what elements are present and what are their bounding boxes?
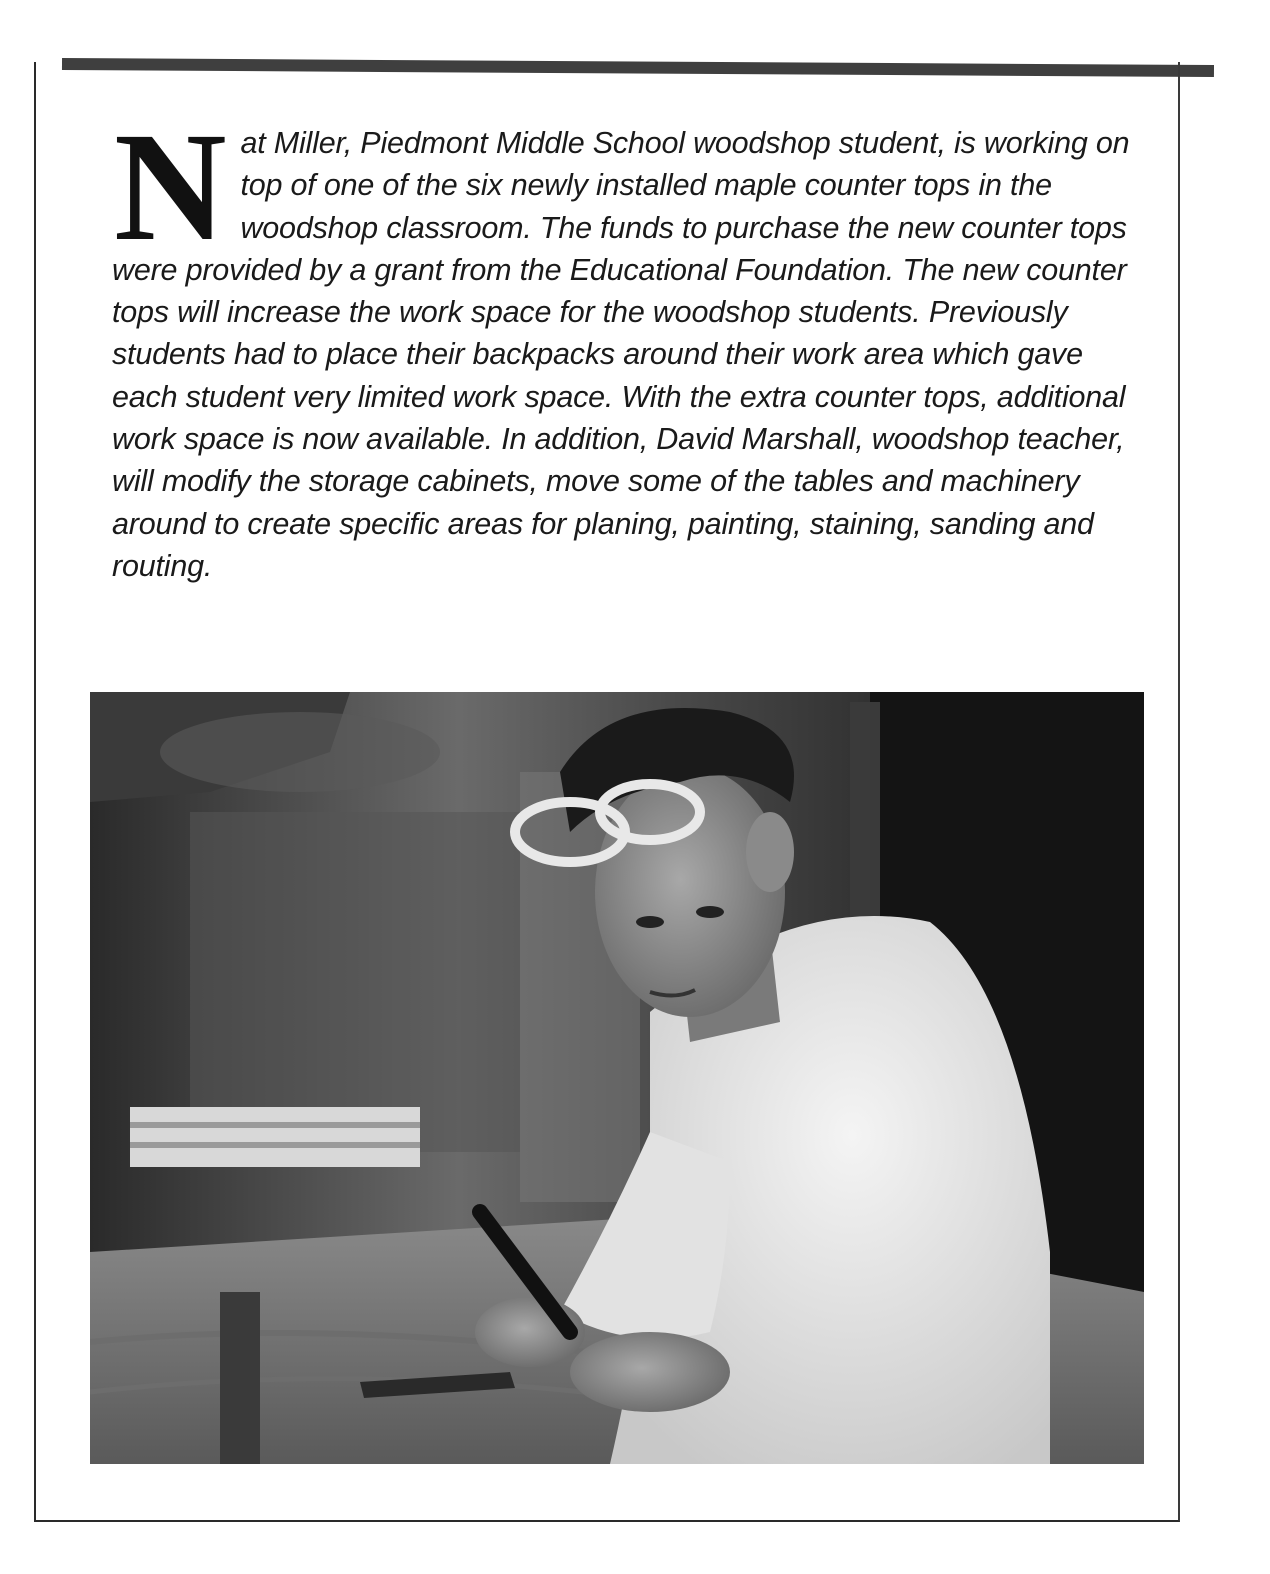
drop-cap: N — [114, 100, 227, 273]
article — [112, 100, 1152, 587]
article-body: at Miller, Piedmont Middle School woodshop student, is working on top of one of the six newly installed maple counter tops in the woodshop classroom. The funds to purchase the new counter tops were provided by a grant from the Educational Foundation. The new counter tops will increase the work space for the woodshop students. Previously students had to place their backpacks around their work area which gave each student very limited work space. With the extra counter tops, additional work space is now available. In addition, David Marshall, woodshop teacher, will modify the storage cabinets, move some of the tables and machinery around to create specific areas for planing, painting, staining, sanding and routing. — [112, 126, 1130, 583]
woodshop-photo — [90, 692, 1144, 1464]
